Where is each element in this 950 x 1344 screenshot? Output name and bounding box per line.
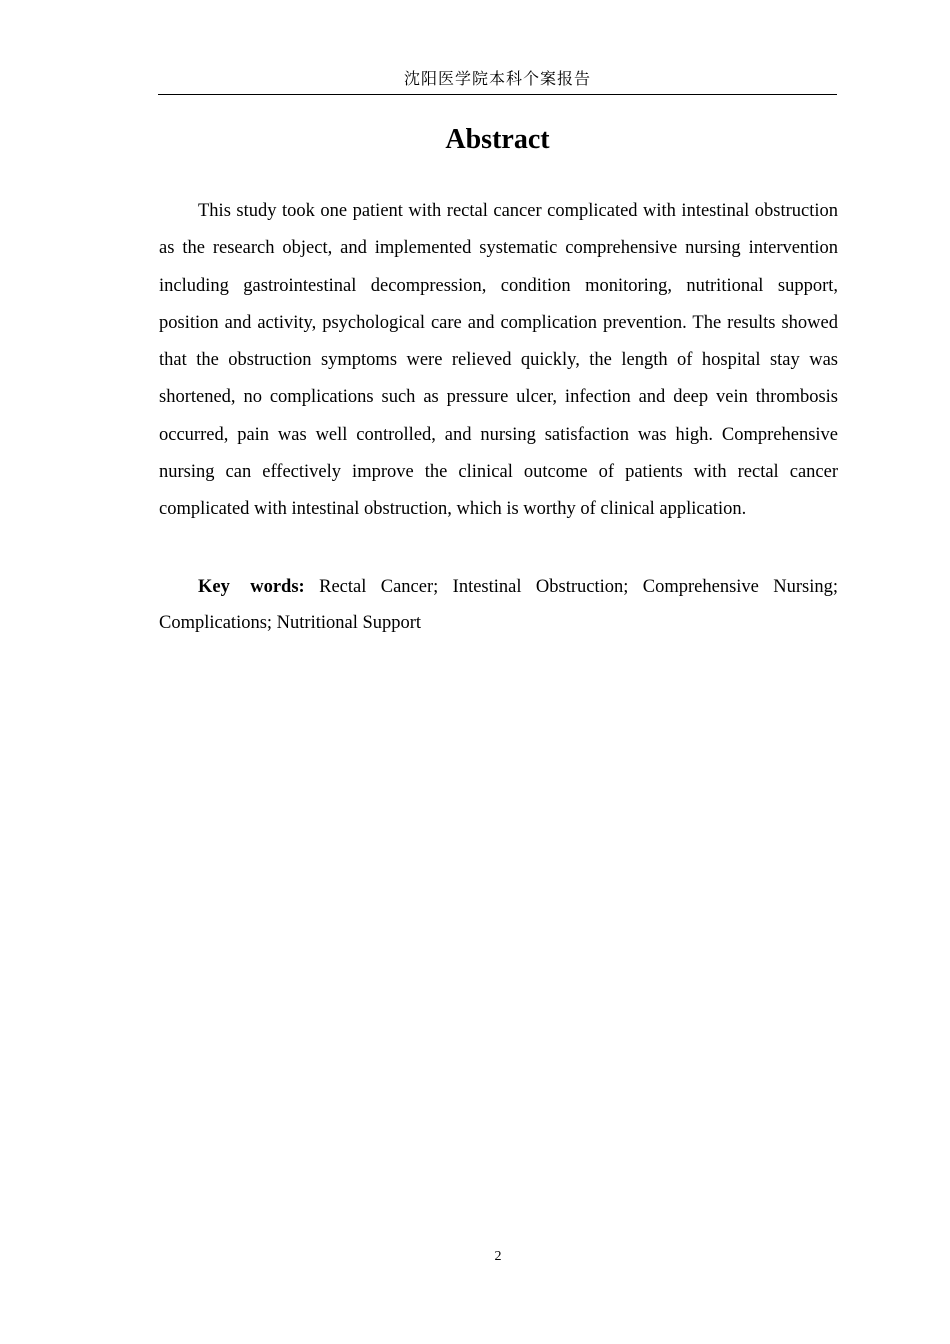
- keywords-paragraph: [159, 569, 838, 641]
- page-number: 2: [494, 1249, 502, 1264]
- header-text: 沈阳医学院本科个案报告: [403, 69, 591, 88]
- abstract-title: Abstract: [445, 124, 550, 155]
- abstract-body: This study took one patient with rectal cancer complicated with intestinal obstruction as the research object, and implemented systematic comprehensive nursing intervention including gastrointestinal decompression, condition monitoring, nutritional support, position and activity, psychological care and complication prevention. The results showed that the obstruction symptoms were relieved quickly, the length of hospital stay was shortened, no complications such as pressure ulcer, infection and deep vein thrombosis occurred, pain was well controlled, and nursing satisfaction was high. Comprehensive nursing can effectively improve the clinical outcome of patients with rectal cancer complicated with intestinal obstruction, which is worthy of clinical application.: [159, 201, 838, 520]
- keywords-text: Rectal Cancer; Intestinal Obstruction; Comprehensive Nursing; Complications; Nutritional Support: [159, 577, 839, 633]
- page-header: [158, 68, 837, 95]
- keywords-label: Key words:: [198, 577, 305, 597]
